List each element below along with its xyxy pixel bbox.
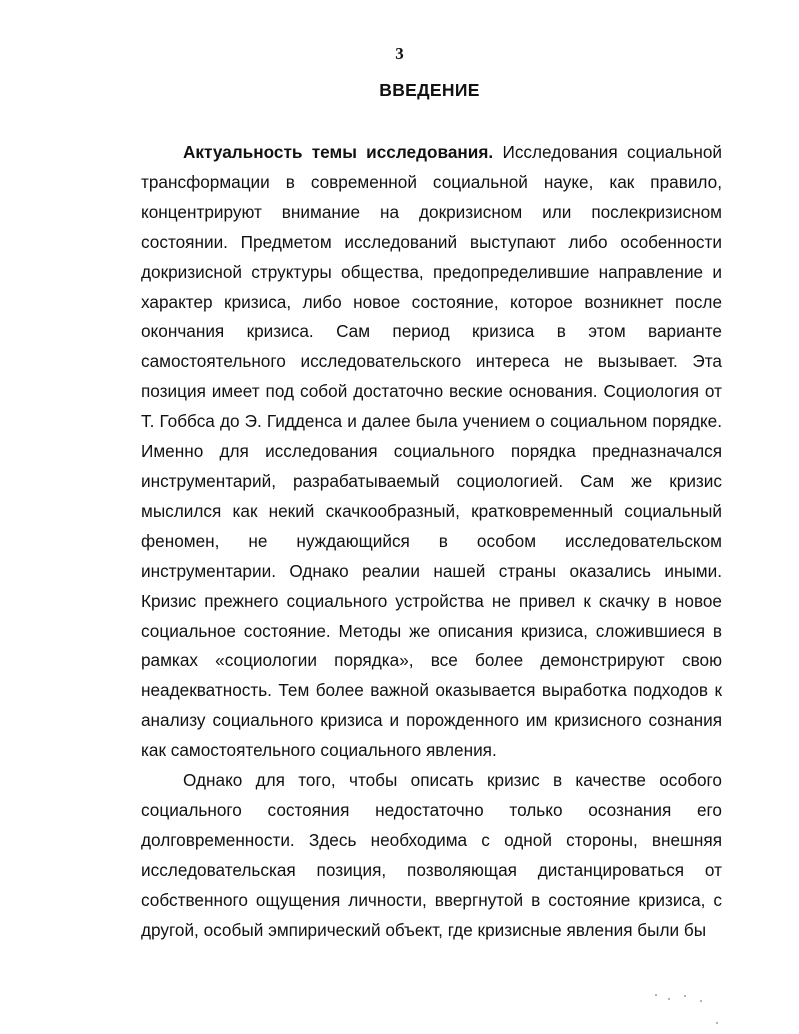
scan-speck: [655, 994, 657, 996]
page-number: 3: [395, 44, 404, 63]
paragraph-2-text: Однако для того, чтобы описать кризис в качестве особого социального состояния недостаточно только осознания его долговременности. Здесь необходима с одной стороны, внешняя исследовательская позиция, позволяющая дистанцироваться от собственного ощущения личности, ввергнутой в состояние кризиса, с другой, особый эмпирический объект, где кризисные явления были бы: [141, 770, 722, 940]
paragraph-1: [141, 138, 722, 766]
paragraph-2: [141, 766, 722, 945]
page-title: ВВЕДЕНИЕ: [379, 80, 480, 100]
scan-speck: [668, 998, 670, 1000]
paragraph-1-text: Исследования социальной трансформации в современной социальной науке, как правило, концентрируют внимание на докризисном или послекризисном состоянии. Предметом исследований выступают либо особенности докризисной структуры общества, предопределившие направление и характер кризиса, либо новое состояние, которое возникнет после окончания кризиса. Сам период кризиса в этом варианте самостоятельного исследовательского интереса не вызывает. Эта позиция имеет под собой достаточно веские основания. Социология от Т. Гоббса до Э. Гидденса и далее была учением о социальном порядке. Именно для исследования социального порядка предназначался инструментарий, разрабатываемый социологией. Сам же кризис мыслился как некий скачкообразный, кратковременный социальный феномен, не нуждающийся в особом исследовательском инструментарии. Однако реалии нашей страны оказались иными. Кризис прежнего социального устройства не привел к скачку в новое социальное состояние. Методы же описания кризиса, сложившиеся в рамках «социологии порядка», все более демонстрируют свою неадекватность. Тем более важной оказывается выработка подходов к анализу социального кризиса и порожденного им кризисного сознания как самостоятельного социального явления.: [141, 142, 722, 761]
body-text: [141, 138, 722, 945]
scan-speck: [700, 1000, 702, 1002]
scan-speck: [716, 1022, 718, 1024]
scan-speck: [684, 995, 686, 997]
paragraph-1-lead: Актуальность темы исследования.: [183, 142, 494, 162]
